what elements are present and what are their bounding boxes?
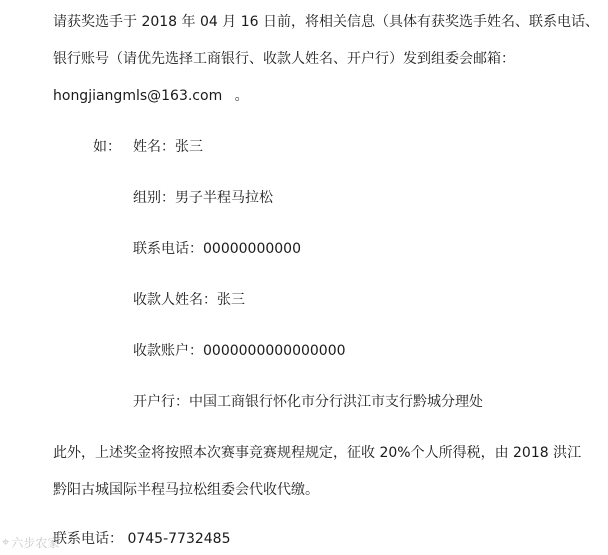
notice-line-2: 银行账号（请优先选择工商银行、收款人姓名、开户行）发到组委会邮箱：: [53, 51, 515, 67]
notice-email: hongjiangmls@163.com: [53, 88, 223, 104]
example-payee: 收款人姓名：张三: [133, 292, 245, 308]
notice-email-line: [53, 87, 249, 105]
example-prefix: 如：: [93, 139, 121, 155]
watermark: [2, 534, 59, 551]
watermark-text: 六步农家: [11, 536, 60, 550]
tax-line-1: 此外，上述奖金将按照本次赛事竞赛规程规定，征收 20%个人所得税，由 2018 洪江: [53, 445, 582, 461]
contact-label: 联系电话：: [53, 531, 123, 547]
example-name: 姓名：张三: [133, 139, 203, 155]
example-account: 收款账户：0000000000000000: [133, 343, 346, 359]
example-group: 组别：男子半程马拉松: [133, 190, 273, 206]
contact-line: [53, 530, 230, 548]
example-bank: 开户行：中国工商银行怀化市分行洪江市支行黔城分理处: [133, 394, 483, 410]
contact-value: 0745-7732485: [127, 531, 231, 547]
notice-email-suffix: 。: [234, 88, 249, 104]
notice-line-1: 请获奖选手于 2018 年 04 月 16 日前，将相关信息（具体有获奖选手姓名、联系电话、: [53, 14, 599, 30]
example-phone: 联系电话：00000000000: [133, 241, 301, 257]
tax-line-2: 黔阳古城国际半程马拉松组委会代收代缴。: [53, 482, 319, 498]
camera-icon: ⌖: [2, 535, 10, 550]
